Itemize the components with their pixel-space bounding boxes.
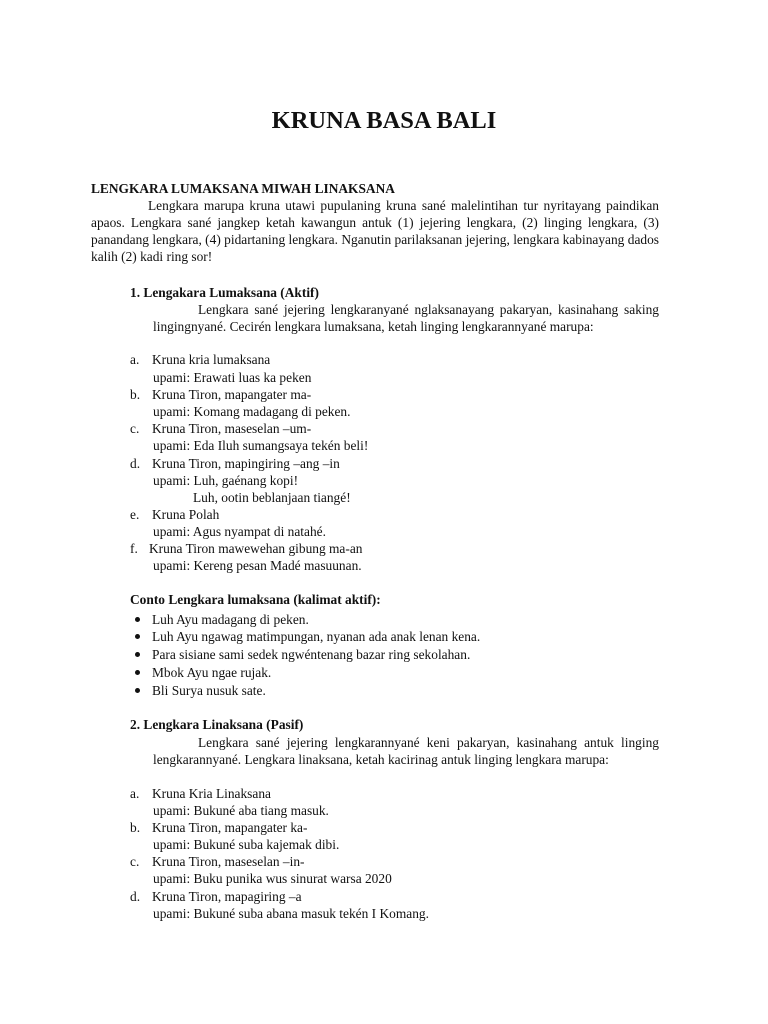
- item-text: Kruna Tiron, mapingiring –ang –in: [152, 456, 340, 471]
- part1-heading: 1. Lengakara Lumaksana (Aktif): [130, 285, 319, 300]
- item-example: upami: Bukuné suba kajemak dibi.: [153, 837, 340, 852]
- item-example: upami: Buku punika wus sinurat warsa 2020: [153, 871, 392, 886]
- item-label: b.: [130, 820, 141, 835]
- example-text: Luh Ayu ngawag matimpungan, nyanan ada anak lenan kena.: [152, 629, 481, 644]
- item-example: upami: Luh, gaénang kopi!: [153, 473, 299, 488]
- item-label: d.: [130, 889, 141, 904]
- section-heading: LENGKARA LUMAKSANA MIWAH LINAKSANA: [91, 181, 395, 196]
- bullet-icon: [135, 617, 140, 622]
- example-text: Bli Surya nusuk sate.: [152, 683, 266, 698]
- item-text: Kruna kria lumaksana: [152, 352, 271, 367]
- item-example: upami: Erawati luas ka peken: [153, 370, 312, 385]
- bullet-icon: [135, 688, 140, 693]
- item-label: f.: [130, 541, 138, 556]
- item-example: upami: Bukuné suba abana masuk tekén I Komang.: [153, 906, 429, 921]
- item-example-continued: Luh, ootin beblanjaan tiangé!: [193, 490, 351, 505]
- item-label: e.: [130, 507, 140, 522]
- part2-heading: 2. Lengkara Linaksana (Pasif): [130, 717, 304, 732]
- page-title: KRUNA BASA BALI: [271, 107, 497, 134]
- item-label: a.: [130, 352, 140, 367]
- bullet-icon: [135, 670, 140, 675]
- bullet-icon: [135, 652, 140, 657]
- example-text: Luh Ayu madagang di peken.: [152, 612, 309, 627]
- examples-heading: Conto Lengkara lumaksana (kalimat aktif):: [130, 592, 381, 607]
- item-label: d.: [130, 456, 141, 471]
- part2-description: Lengkara sané jejering lengkarannyané keni pakaryan, kasinahang antuk linging lengkarannyané. Lengkara linaksana, ketah kacirinag antuk linging lengkara marupa:: [153, 735, 659, 767]
- item-label: c.: [130, 421, 140, 436]
- item-label: a.: [130, 786, 140, 801]
- item-text: Kruna Kria Linaksana: [152, 786, 271, 801]
- part1-description: Lengkara sané jejering lengkaranyané nglaksanayang pakaryan, kasinahang saking lingingnyané. Cecirén lengkara lumaksana, ketah linging lengkarannyané marupa:: [153, 302, 659, 334]
- item-text: Kruna Polah: [152, 507, 220, 522]
- item-text: Kruna Tiron, mapagiring –a: [152, 889, 302, 904]
- item-example: upami: Kereng pesan Madé masuunan.: [153, 558, 362, 573]
- bullet-icon: [135, 634, 140, 639]
- item-label: b.: [130, 387, 141, 402]
- example-text: Para sisiane sami sedek ngwéntenang bazar ring sekolahan.: [152, 647, 471, 662]
- item-example: upami: Komang madagang di peken.: [153, 404, 351, 419]
- item-example: upami: Bukuné aba tiang masuk.: [153, 803, 329, 818]
- item-label: c.: [130, 854, 140, 869]
- item-text: Kruna Tiron mawewehan gibung ma-an: [149, 541, 363, 556]
- item-text: Kruna Tiron, maseselan –um-: [152, 421, 312, 436]
- item-text: Kruna Tiron, maseselan –in-: [152, 854, 305, 869]
- intro-paragraph: Lengkara marupa kruna utawi pupulaning kruna sané malelintihan tur nyritayang paindikan apaos. Lengkara sané jangkep ketah kawangun antuk (1) jejering lengkara, (2) linging lengkara, (3) panandang lengkara, (4) pidartaning lengkara. Nganutin parilaksanan jejering, lengkara kabinayang dados kalih (2) kadi ring sor!: [91, 198, 659, 264]
- item-text: Kruna Tiron, mapangater ka-: [152, 820, 308, 835]
- item-text: Kruna Tiron, mapangater ma-: [152, 387, 312, 402]
- example-text: Mbok Ayu ngae rujak.: [152, 665, 272, 680]
- item-example: upami: Agus nyampat di natahé.: [153, 524, 326, 539]
- item-example: upami: Eda Iluh sumangsaya tekén beli!: [153, 438, 369, 453]
